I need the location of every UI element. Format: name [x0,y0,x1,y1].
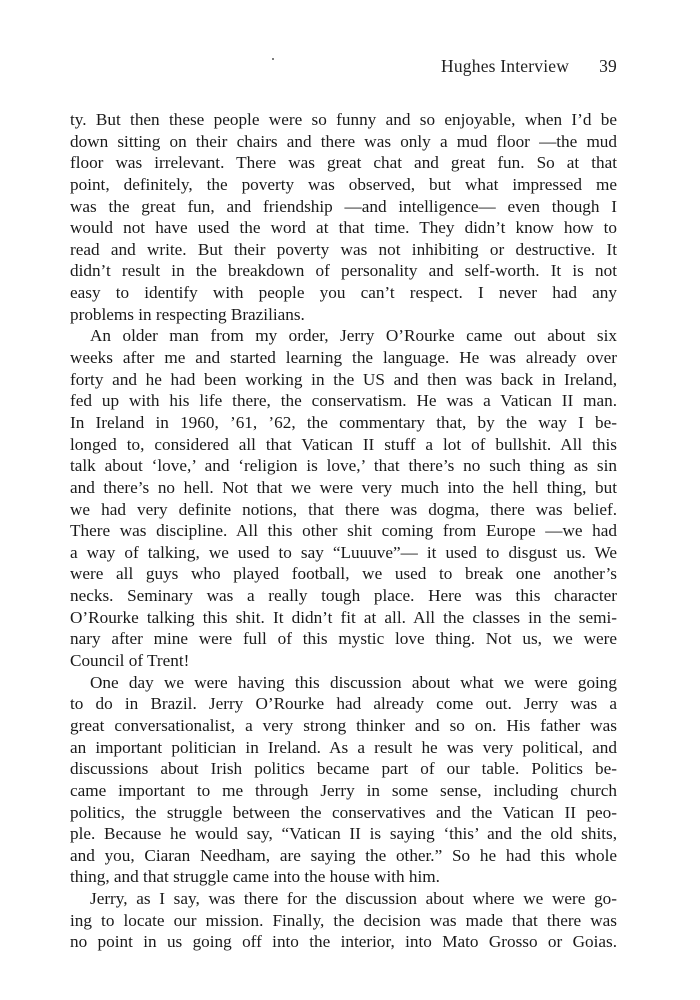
paragraph-first-line: One day we were having this discussion about what we were going [90,672,617,692]
paragraph-first-line: Jerry, as I say, was there for the discussion about where we were go- [90,889,617,909]
text-line: would not have used the word at that time. They didn’t know how to [70,218,617,238]
text-line: to do in Brazil. Jerry O’Rourke had already come out. Jerry was a [70,694,617,714]
running-head [70,56,617,77]
text-line: Council of Trent! [70,651,190,671]
text-line: no point in us going off into the interior, into Mato Grosso or Goias. [70,932,617,952]
text-line: easy to identify with people you can’t respect. I never had any [70,283,617,303]
text-line: read and write. But their poverty was not inhibiting or destructive. It [70,239,617,259]
text-line: discussions about Irish politics became part of our table. Politics be- [70,759,617,779]
paragraph-first-line: An older man from my order, Jerry O’Rourke came out about six [90,326,617,346]
text-line: an important politician in Ireland. As a result he was very political, and [70,737,617,757]
text-line: O’Rourke talking this shit. It didn’t fit at all. All the classes in the semi- [70,607,617,627]
text-line: problems in respecting Brazilians. [70,304,305,324]
text-line: necks. Seminary was a really tough place. Here was this character [70,586,617,606]
text-line: didn’t result in the breakdown of personality and self-worth. It is not [70,261,617,281]
text-line: forty and he had been working in the US and then was back in Ireland, [70,369,617,389]
text-line: fed up with his life there, the conservatism. He was a Vatican II man. [70,391,617,411]
text-line: thing, and that struggle came into the house with him. [70,867,440,887]
text-line: came important to me through Jerry in some sense, including church [70,780,617,800]
text-line: a way of talking, we used to say “Luuuve”— it used to disgust us. We [70,542,617,562]
text-line: ple. Because he would say, “Vatican II is saying ‘this’ and the old shits, [70,824,617,844]
page-body-text [70,109,617,953]
text-line: down sitting on their chairs and there was only a mud floor —the mud [70,131,617,151]
text-line: point, definitely, the poverty was observed, but what impressed me [70,174,617,194]
text-line: politics, the struggle between the conservatives and the Vatican II peo- [70,802,617,822]
text-line: and there’s no hell. Not that we were very much into the hell thing, but [70,477,617,497]
text-line: There was discipline. All this other shit coming from Europe —we had [70,521,617,541]
text-line: and you, Ciaran Needham, are saying the other.” So he had this whole [70,845,617,865]
text-line: ty. But then these people were so funny and so enjoyable, when I’d be [70,110,617,129]
text-line: we had very definite notions, that there was dogma, there was belief. [70,499,617,519]
text-line: was the great fun, and friendship —and intelligence— even though I [70,196,617,216]
running-head-title: Hughes Interview [441,56,570,76]
text-line: talk about ‘love,’ and ‘religion is love,’ that there’s no such thing as sin [70,456,617,476]
text-line: weeks after me and started learning the language. He was already over [70,348,617,368]
text-line: nary after mine were full of this mystic love thing. Not us, we were [70,629,617,649]
page-number: 39 [599,56,617,76]
text-line: great conversationalist, a very strong thinker and so on. His father was [70,715,617,735]
text-line: In Ireland in 1960, ’61, ’62, the commentary that, by the way I be- [70,412,617,432]
text-line: ing to locate our mission. Finally, the decision was made that there was [70,910,617,930]
text-line: were all guys who played football, we used to break one another’s [70,564,617,584]
text-line: floor was irrelevant. There was great chat and great fun. So at that [70,153,617,173]
text-line: longed to, considered all that Vatican II stuff a lot of bullshit. All this [70,434,617,454]
